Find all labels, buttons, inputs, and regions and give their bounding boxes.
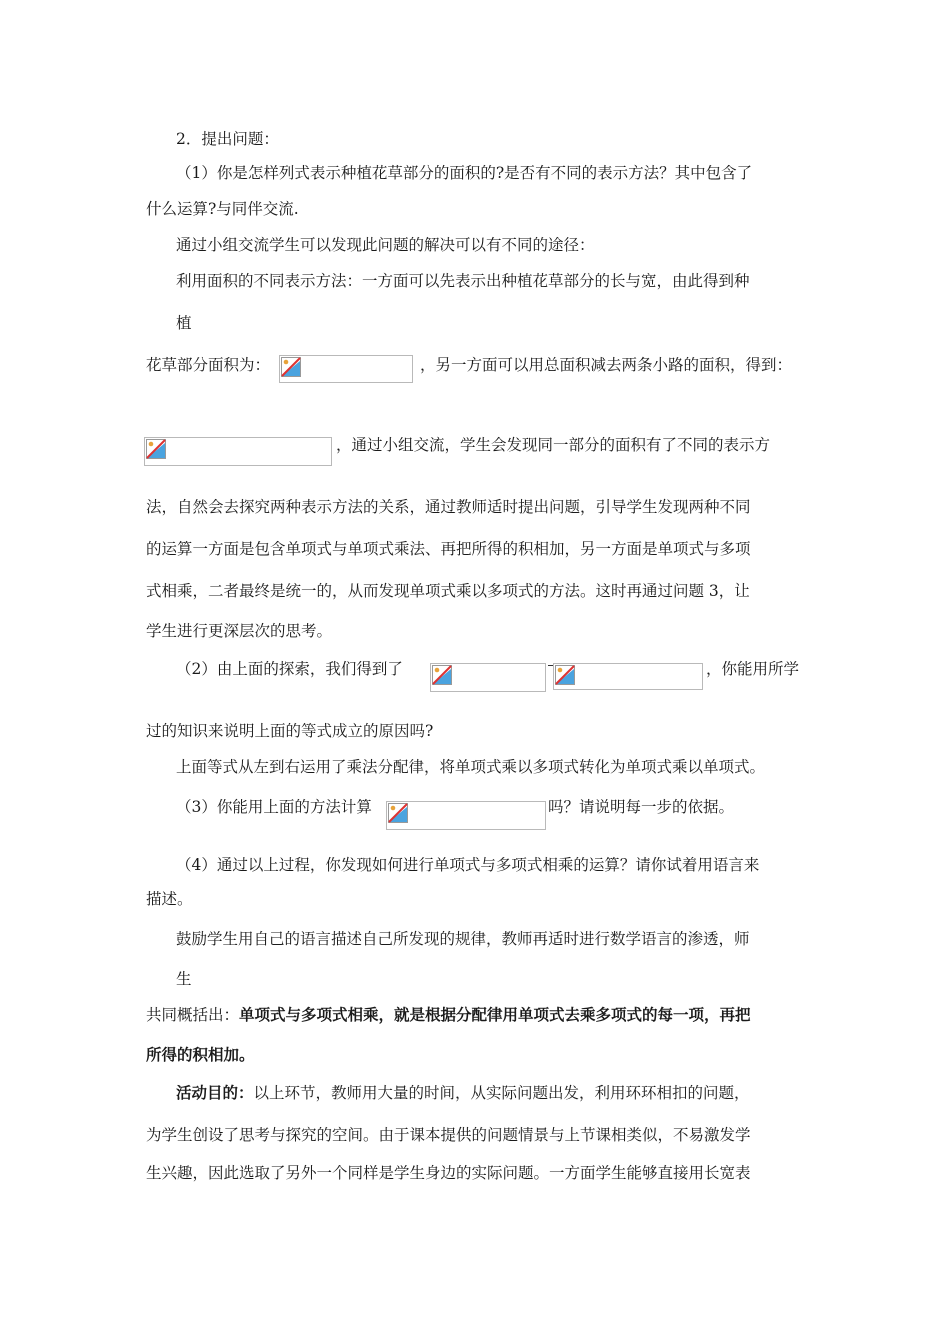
q2-line1-after: ，你能用所学 bbox=[706, 660, 800, 678]
activity-line1 bbox=[176, 1083, 750, 1103]
q2-line1-before: （2）由上面的探索，我们得到了 bbox=[176, 660, 403, 678]
q3-after: 吗？请说明每一步的依据。 bbox=[548, 798, 735, 816]
formula-image-5 bbox=[386, 801, 546, 830]
q1-line2: 什么运算?与同伴交流. bbox=[146, 200, 299, 218]
q3-before: （3）你能用上面的方法计算 bbox=[176, 798, 372, 816]
distributive-paragraph: 上面等式从左到右运用了乘法分配律，将单项式乘以多项式转化为单项式乘以单项式。 bbox=[176, 758, 766, 776]
q2-line2: 过的知识来说明上面的等式成立的原因吗? bbox=[146, 722, 434, 740]
area-line7: 式相乘，二者最终是统一的，从而发现单项式乘以多项式的方法。这时再通过问题 3，让 bbox=[146, 582, 750, 600]
broken-image-icon bbox=[432, 665, 452, 685]
area-line3-after: ，另一方面可以用总面积减去两条小路的面积，得到： bbox=[420, 356, 793, 374]
area-line5: 法，自然会去探究两种表示方法的关系，通过教师适时提出问题，引导学生发现两种不同 bbox=[146, 498, 751, 516]
q1-line1: （1）你是怎样列式表示种植花草部分的面积的?是否有不同的表示方法？其中包含了 bbox=[176, 164, 753, 182]
section-heading: 2．提出问题： bbox=[176, 130, 279, 148]
q4-line2: 描述。 bbox=[146, 890, 193, 908]
encourage-line3 bbox=[146, 1005, 751, 1025]
rule-statement: 单项式与多项式相乘，就是根据分配律用单项式去乘多项式的每一项，再把 bbox=[239, 1005, 751, 1024]
encourage-line1: 鼓励学生用自己的语言描述自己所发现的规律，教师再适时进行数学语言的渗透，师 bbox=[176, 930, 750, 948]
broken-image-icon bbox=[281, 357, 301, 377]
area-line1: 利用面积的不同表示方法：一方面可以先表示出种植花草部分的长与宽，由此得到种 bbox=[176, 272, 750, 290]
area-line6: 的运算一方面是包含单项式与单项式乘法、再把所得的积相加，另一方面是单项式与多项 bbox=[146, 540, 751, 558]
q4-line1: （4）通过以上过程，你发现如何进行单项式与多项式相乘的运算？请你试着用语言来 bbox=[176, 856, 760, 874]
area-line2: 植 bbox=[176, 314, 192, 332]
formula-image-2 bbox=[144, 437, 332, 466]
broken-image-icon bbox=[388, 803, 408, 823]
activity-label: 活动目的： bbox=[176, 1083, 254, 1102]
area-line3-before: 花草部分面积为： bbox=[146, 356, 271, 374]
area-line8: 学生进行更深层次的思考。 bbox=[146, 622, 333, 640]
formula-image-1 bbox=[279, 355, 413, 383]
broken-image-icon bbox=[146, 439, 166, 459]
encourage-line3-prefix: 共同概括出： bbox=[146, 1006, 240, 1024]
encourage-line2: 生 bbox=[176, 970, 192, 988]
rule-statement-end: 所得的积相加。 bbox=[146, 1045, 255, 1064]
group-exchange-paragraph: 通过小组交流学生可以发现此问题的解决可以有不同的途径： bbox=[176, 236, 595, 254]
broken-image-icon bbox=[555, 665, 575, 685]
formula-image-4 bbox=[553, 663, 703, 690]
activity-line3: 生兴趣，因此选取了另外一个同样是学生身边的实际问题。一方面学生能够直接用长宽表 bbox=[146, 1164, 751, 1182]
activity-text: 以上环节，教师用大量的时间，从实际问题出发，利用环环相扣的问题， bbox=[253, 1084, 750, 1102]
activity-line2: 为学生创设了思考与探究的空间。由于课本提供的问题情景与上节课相类似，不易激发学 bbox=[146, 1126, 751, 1144]
area-line4-after: ，通过小组交流，学生会发现同一部分的面积有了不同的表示方 bbox=[336, 436, 771, 454]
formula-image-3 bbox=[430, 663, 546, 692]
